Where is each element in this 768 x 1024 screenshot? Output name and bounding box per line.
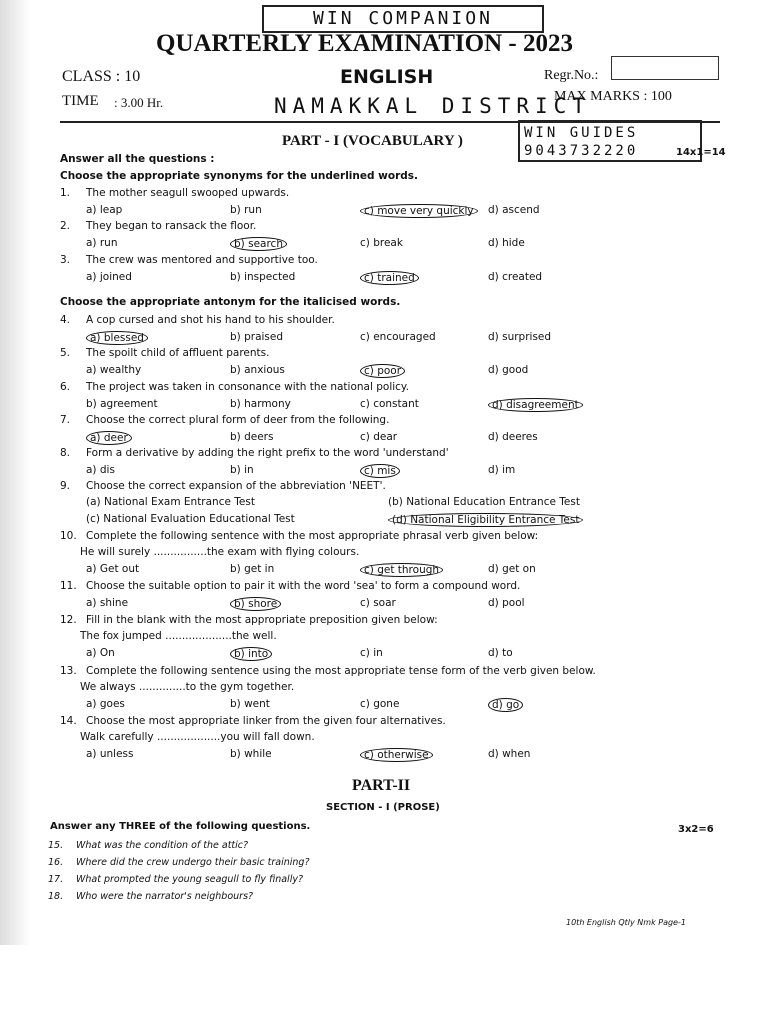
part2-title: PART-II — [352, 777, 411, 794]
question-text: Where did the crew undergo their basic training? — [76, 857, 310, 868]
win-guides-phone: 9043732220 — [524, 143, 639, 159]
answer-option: d) to — [488, 647, 513, 659]
question-text: Choose the correct expansion of the abbreviation 'NEET'. — [86, 480, 386, 492]
answer-option: a) On — [86, 647, 115, 659]
answer-option: c) dear — [360, 431, 398, 443]
answer-option: b) run — [230, 204, 262, 216]
part2-instruction: Answer any THREE of the following questions. — [50, 821, 311, 832]
part2-marks: 3x2=6 — [678, 824, 714, 835]
question-text: Choose the correct plural form of deer from the following. — [86, 414, 390, 426]
question-text: The mother seagull swooped upwards. — [86, 187, 290, 199]
question-text: Choose the suitable option to pair it with the word 'sea' to form a compound word. — [86, 580, 521, 592]
subject-title: ENGLISH — [340, 66, 434, 88]
answer-option: d) deeres — [488, 431, 538, 443]
class-label: CLASS : 10 — [62, 68, 141, 85]
question-text: Who were the narrator's neighbours? — [76, 891, 254, 902]
answer-option: a) joined — [86, 271, 132, 283]
answer-option: c) trained — [360, 271, 419, 285]
question-text: Complete the following sentence with the most appropriate phrasal verb given below: — [86, 530, 539, 542]
answer-option: (a) National Exam Entrance Test — [86, 496, 255, 508]
question-text: They began to ransack the floor. — [86, 220, 257, 232]
answer-option: b) search — [230, 237, 287, 251]
answer-option: d) hide — [488, 237, 525, 249]
answer-option: d) surprised — [488, 331, 552, 343]
question-number: 10. — [60, 530, 77, 542]
answer-option: a) run — [86, 237, 118, 249]
question-sentence: Walk carefully ...................you will fall down. — [80, 731, 315, 743]
answer-option: c) poor — [360, 364, 405, 378]
question-text: The crew was mentored and supportive too. — [86, 254, 318, 266]
answer-option: c) get through — [360, 563, 443, 577]
answer-option: a) Get out — [86, 563, 140, 575]
question-text: What was the condition of the attic? — [76, 840, 249, 851]
answer-option: a) dis — [86, 464, 115, 476]
answer-option: d) im — [488, 464, 516, 476]
question-number: 15. — [48, 840, 64, 851]
question-number: 7. — [60, 414, 71, 426]
answer-option: c) otherwise — [360, 748, 433, 762]
answer-option: b) went — [230, 698, 270, 710]
answer-option: a) shine — [86, 597, 129, 609]
question-text: Form a derivative by adding the right prefix to the word 'understand' — [86, 447, 449, 459]
answer-option: d) created — [488, 271, 543, 283]
time-value: : 3.00 Hr. — [114, 95, 164, 110]
exam-title: QUARTERLY EXAMINATION - 2023 — [156, 30, 573, 57]
time-label: TIME — [62, 93, 99, 109]
page-bottom-margin — [0, 945, 768, 1024]
answer-option: c) in — [360, 647, 383, 659]
question-number: 13. — [60, 665, 77, 677]
answer-option: b) harmony — [230, 398, 291, 410]
answer-option: a) goes — [86, 698, 125, 710]
question-text: The spoilt child of affluent parents. — [86, 347, 270, 359]
question-text: Choose the most appropriate linker from the given four alternatives. — [86, 715, 446, 727]
part1-instruction: Answer all the questions : — [60, 153, 215, 165]
answer-option: d) disagreement — [488, 398, 583, 412]
win-guides-name: WIN GUIDES — [524, 125, 639, 141]
answer-option: b) deers — [230, 431, 274, 443]
question-sentence: He will surely ................the exam with flying colours. — [80, 546, 360, 558]
win-guides-stamp — [518, 120, 702, 162]
question-number: 4. — [60, 314, 71, 326]
question-number: 6. — [60, 381, 71, 393]
question-number: 18. — [48, 891, 64, 902]
answer-option: b) shore — [230, 597, 281, 611]
answer-option: d) pool — [488, 597, 525, 609]
regr-label: Regr.No.: — [544, 68, 599, 83]
answer-option: d) ascend — [488, 204, 540, 216]
question-sentence: We always ..............to the gym together. — [80, 681, 295, 693]
win-companion-stamp: WIN COMPANION — [262, 5, 544, 33]
answer-option: b) in — [230, 464, 254, 476]
section-title: SECTION - I (PROSE) — [326, 802, 440, 813]
answer-option: c) soar — [360, 597, 396, 609]
question-text: Complete the following sentence using the most appropriate tense form of the verb given below. — [86, 665, 596, 677]
answer-option: d) go — [488, 698, 523, 712]
answer-option: c) gone — [360, 698, 400, 710]
antonym-heading: Choose the appropriate antonym for the italicised words. — [60, 296, 401, 308]
question-number: 2. — [60, 220, 71, 232]
answer-option: d) good — [488, 364, 529, 376]
synonym-heading: Choose the appropriate synonyms for the underlined words. — [60, 170, 419, 182]
question-number: 8. — [60, 447, 71, 459]
answer-option: b) inspected — [230, 271, 296, 283]
answer-option: (c) National Evaluation Educational Test — [86, 513, 295, 525]
question-number: 9. — [60, 480, 71, 492]
answer-option: c) constant — [360, 398, 419, 410]
answer-option: a) wealthy — [86, 364, 142, 376]
answer-option: d) when — [488, 748, 531, 760]
page-footer: 10th English Qtly Nmk Page-1 — [566, 918, 686, 927]
answer-option: b) into — [230, 647, 272, 661]
answer-option: c) move very quickly — [360, 204, 478, 218]
answer-option: d) get on — [488, 563, 536, 575]
answer-option: c) encouraged — [360, 331, 436, 343]
question-number: 1. — [60, 187, 71, 199]
answer-option: b) anxious — [230, 364, 285, 376]
answer-option: b) agreement — [86, 398, 158, 410]
answer-option: a) blessed — [86, 331, 148, 345]
question-text: The project was taken in consonance with the national policy. — [86, 381, 409, 393]
part1-title: PART - I (VOCABULARY ) — [282, 133, 463, 149]
answer-option: c) mis — [360, 464, 400, 478]
part1-marks: 14x1=14 — [676, 147, 726, 158]
answer-option: (b) National Education Entrance Test — [388, 496, 580, 508]
question-number: 3. — [60, 254, 71, 266]
question-number: 12. — [60, 614, 77, 626]
question-text: What prompted the young seagull to fly finally? — [76, 874, 303, 885]
regr-number-box — [611, 56, 719, 80]
question-text: A cop cursed and shot his hand to his shoulder. — [86, 314, 335, 326]
question-number: 11. — [60, 580, 77, 592]
answer-option: b) while — [230, 748, 272, 760]
question-number: 5. — [60, 347, 71, 359]
answer-option: a) leap — [86, 204, 123, 216]
question-number: 16. — [48, 857, 64, 868]
question-number: 17. — [48, 874, 64, 885]
district-name: NAMAKKAL DISTRICT — [274, 94, 591, 118]
answer-option: b) get in — [230, 563, 275, 575]
answer-option: (d) National Eligibility Entrance Test — [388, 513, 583, 527]
answer-option: b) praised — [230, 331, 284, 343]
answer-option: a) deer — [86, 431, 132, 445]
page-shadow — [0, 0, 30, 1024]
max-marks: MAX MARKS : 100 — [554, 89, 672, 104]
question-number: 14. — [60, 715, 77, 727]
answer-option: a) unless — [86, 748, 134, 760]
question-text: Fill in the blank with the most appropriate preposition given below: — [86, 614, 438, 626]
answer-option: c) break — [360, 237, 403, 249]
question-sentence: The fox jumped ....................the well. — [80, 630, 277, 642]
